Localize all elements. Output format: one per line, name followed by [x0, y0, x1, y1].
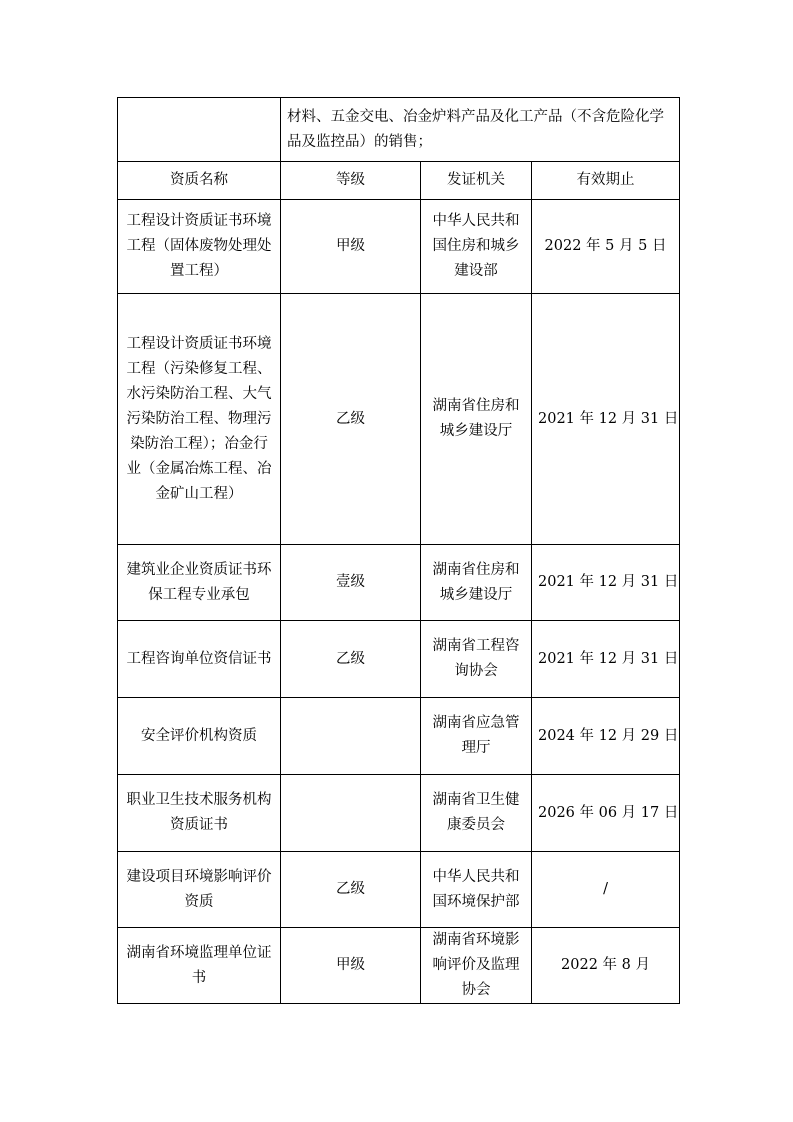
row-grade: 乙级: [281, 621, 421, 698]
table-row: [118, 698, 680, 775]
table-row: [118, 294, 680, 545]
table-row: [118, 621, 680, 698]
scope-cell: [281, 98, 680, 162]
row-grade: 壹级: [281, 545, 421, 621]
row-grade: [281, 698, 421, 775]
row-issuer: 中华人民共和国住房和城乡建设部: [421, 200, 532, 294]
header-expiry: 有效期止: [532, 162, 680, 200]
row-expiry: /: [532, 852, 680, 928]
row-name: 工程咨询单位资信证书: [118, 621, 281, 698]
header-issuer: 发证机关: [421, 162, 532, 200]
row-name: 工程设计资质证书环境工程（污染修复工程、水污染防治工程、大气污染防治工程、物理污染防治工程）；冶金行业（金属冶炼工程、冶金矿山工程）: [118, 294, 281, 545]
row-issuer: 湖南省应急管理厅: [421, 698, 532, 775]
header-name: 资质名称: [118, 162, 281, 200]
row-issuer: 湖南省工程咨询协会: [421, 621, 532, 698]
row-expiry: 2021 年 12 月 31 日: [532, 545, 680, 621]
table-row: [118, 852, 680, 928]
table-row: [118, 928, 680, 1004]
table-row: [118, 200, 680, 294]
row-issuer: 湖南省住房和城乡建设厅: [421, 545, 532, 621]
row-grade: 乙级: [281, 294, 421, 545]
row-grade: 乙级: [281, 852, 421, 928]
row-issuer: 中华人民共和国环境保护部: [421, 852, 532, 928]
scope-text: 材料、五金交电、冶金炉料产品及化工产品（不含危险化学品及监控品）的销售；: [287, 108, 664, 150]
header-row: [118, 162, 680, 200]
row-expiry: 2026 年 06 月 17 日: [532, 775, 680, 852]
row-name: 湖南省环境监理单位证书: [118, 928, 281, 1004]
row-grade: 甲级: [281, 200, 421, 294]
row-issuer: 湖南省卫生健康委员会: [421, 775, 532, 852]
row-grade: 甲级: [281, 928, 421, 1004]
row-expiry: 2021 年 12 月 31 日: [532, 621, 680, 698]
row-name: 建设项目环境影响评价资质: [118, 852, 281, 928]
row-name: 建筑业企业资质证书环保工程专业承包: [118, 545, 281, 621]
row-expiry: 2022 年 5 月 5 日: [532, 200, 680, 294]
scope-row: [118, 98, 680, 162]
row-expiry: 2022 年 8 月: [532, 928, 680, 1004]
row-issuer: 湖南省环境影响评价及监理协会: [421, 928, 532, 1004]
row-name: 安全评价机构资质: [118, 698, 281, 775]
table-row: [118, 775, 680, 852]
row-name: 职业卫生技术服务机构资质证书: [118, 775, 281, 852]
row-expiry: 2024 年 12 月 29 日: [532, 698, 680, 775]
header-grade: 等级: [281, 162, 421, 200]
scope-empty-cell: [118, 98, 281, 162]
row-name: 工程设计资质证书环境工程（固体废物处理处置工程）: [118, 200, 281, 294]
row-issuer: 湖南省住房和城乡建设厅: [421, 294, 532, 545]
qualification-table: [117, 97, 680, 1004]
row-expiry: 2021 年 12 月 31 日: [532, 294, 680, 545]
table-row: [118, 545, 680, 621]
row-grade: [281, 775, 421, 852]
